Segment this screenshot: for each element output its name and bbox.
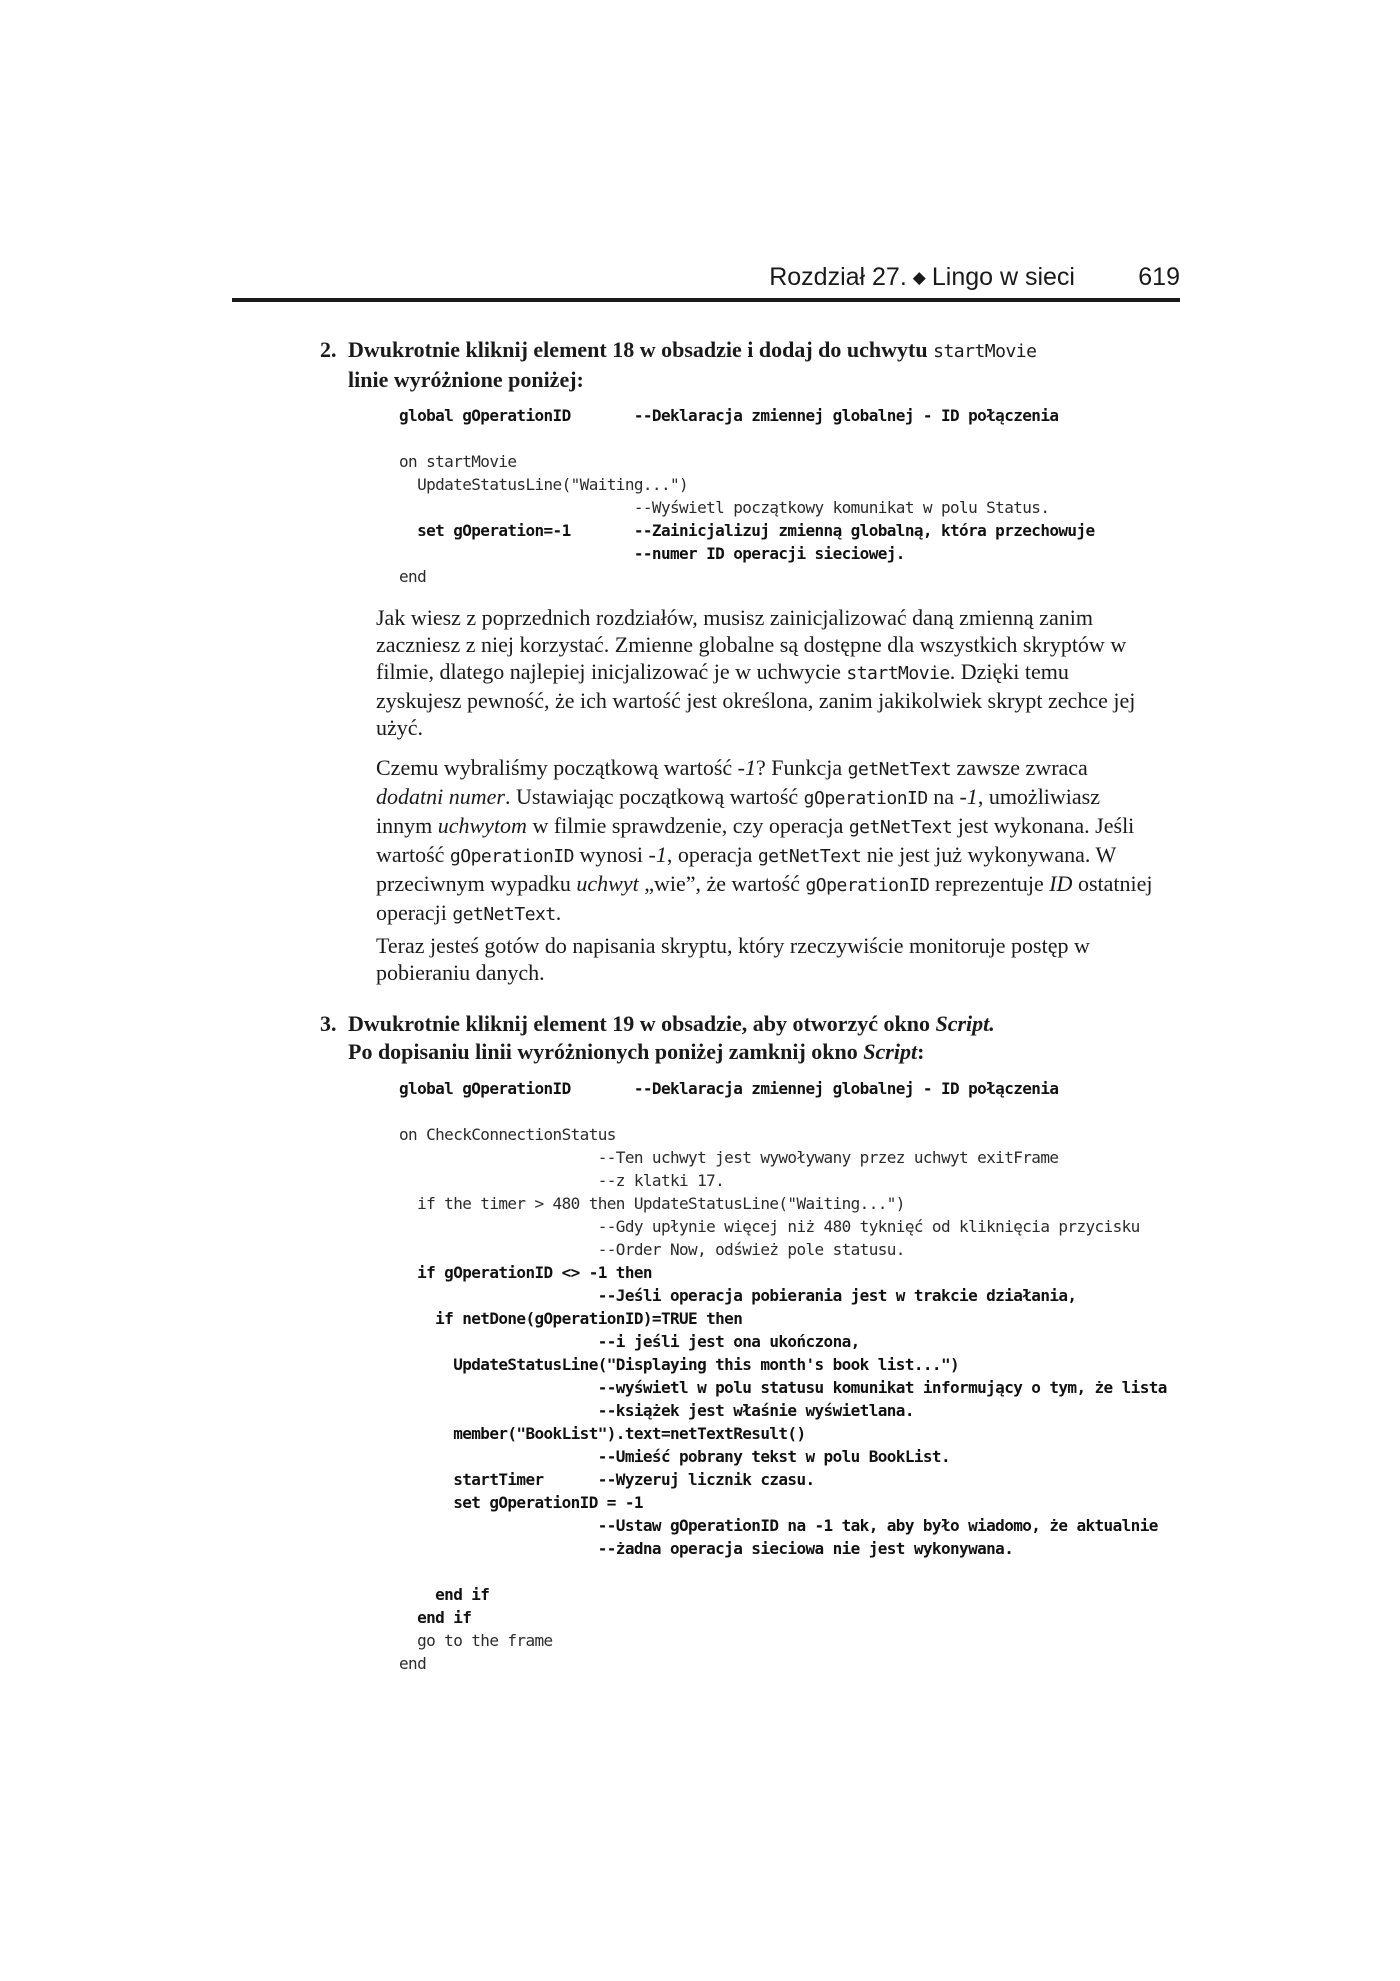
step-number: 3. [320,1011,337,1036]
inline-code: getNetText [452,904,556,925]
step-2-text: Dwukrotnie kliknij element 18 w obsadzie i dodaj do uchwytu [348,337,934,362]
italic-text: uchwyt [576,871,639,896]
step-3-heading [320,1010,1148,1066]
running-header [232,262,1180,302]
step-3-text: : [917,1039,925,1064]
code-listing-2 [399,1077,1167,1675]
inline-code: getNetText [847,759,952,780]
inline-code: getNetText [757,846,862,867]
inline-code: gOperationID [805,875,930,896]
code-line: member("BookList").text=netTextResult() [399,1424,806,1443]
paragraph-2 [376,754,1156,928]
paragraph-text: wynosi [573,842,649,867]
italic-text: -1 [648,842,667,867]
code-line: end if [399,1608,472,1627]
running-title [769,262,1075,293]
step-2-heading [320,336,1148,394]
paragraph-text: ? Funkcja [756,755,848,780]
paragraph-text: reprezentuje [929,871,1050,896]
code-line [399,1560,1167,1583]
section-label: Lingo w sieci [931,263,1075,291]
code-line: --i jeśli jest ona ukończona, [399,1332,860,1351]
code-line: --Ustaw gOperationID na -1 tak, aby było wiadomo, że aktualnie [399,1516,1158,1535]
inline-code: getNetText [848,817,953,838]
code-line: --Order Now, odśwież pole statusu. [399,1240,905,1259]
paragraph-3: Teraz jesteś gotów do napisania skryptu, który rzeczywiście monitoruje postęp w pobieraniu danych. [376,933,1090,985]
step-3-text: Dwukrotnie kliknij element 19 w obsadzie, aby otworzyć okno [348,1011,936,1036]
paragraph-text: nie jest już wykonywana. W przeciwnym wypadku [376,842,1116,896]
code-line: --z klatki 17. [399,1171,725,1190]
inline-code: gOperationID [449,846,574,867]
inline-code: startMovie [933,341,1037,362]
code-line: end [399,1654,427,1673]
step-3-line-1 [348,1010,1148,1038]
code-line: --Jeśli operacja pobierania jest w trakcie działania, [399,1286,1077,1305]
step-3-line-2 [348,1038,1148,1066]
paragraph-text: . Ustawiając początkową wartość [504,784,804,809]
code-line: if the timer > 480 then UpdateStatusLine("Waiting...") [399,1194,905,1213]
code-line: --książek jest właśnie wyświetlana. [399,1401,914,1420]
code-line: UpdateStatusLine("Waiting...") [399,475,689,494]
italic-text: ID [1049,871,1073,896]
paragraph-text: w filmie sprawdzenie, czy operacja [526,813,849,838]
code-line: --Gdy upłynie więcej niż 480 tyknięć od kliknięcia przycisku [399,1217,1140,1236]
paragraph-text: . Dzięki temu zyskujesz pewność, że ich wartość jest określona, zanim jakikolwiek skrypt zechce jej użyć. [376,659,1136,740]
code-line: --Ten uchwyt jest wywoływany przez uchwyt exitFrame [399,1148,1059,1167]
chapter-label: Rozdział 27. [769,263,907,291]
code-line: set gOperationID = -1 [399,1493,643,1512]
code-line: --żadna operacja sieciowa nie jest wykonywana. [399,1539,1014,1558]
code-line: on startMovie [399,452,517,471]
step-3-text: Po dopisaniu linii wyróżnionych poniżej zamknij okno [348,1039,864,1064]
code-line: --Umieść pobrany tekst w polu BookList. [399,1447,951,1466]
paragraph-1 [376,604,1156,741]
code-line: --numer ID operacji sieciowej. [399,544,905,563]
code-line: end if [399,1585,490,1604]
code-line: if gOperationID <> -1 then [399,1263,652,1282]
code-line [399,1100,1167,1123]
code-line [399,427,1095,450]
code-listing-1 [399,404,1095,588]
code-line: UpdateStatusLine("Displaying this month's book list...") [399,1355,960,1374]
code-line: go to the frame [399,1631,553,1650]
inline-code: startMovie [846,663,950,684]
step-2-line-2: linie wyróżnione poniżej: [348,367,584,392]
code-line: on CheckConnectionStatus [399,1125,616,1144]
step-2-line-1 [348,336,1148,366]
page-number: 619 [1138,263,1180,291]
italic-text: Script. [935,1011,995,1036]
code-line: --wyświetl w polu statusu komunikat informujący o tym, że lista [399,1378,1167,1397]
code-line: global gOperationID --Deklaracja zmiennej globalnej - ID połączenia [399,406,1059,425]
diamond-icon: ◆ [912,268,926,287]
code-line: set gOperation=-1 --Zainicjalizuj zmienną globalną, która przechowuje [399,521,1095,540]
step-number: 2. [320,337,337,362]
code-line: end [399,567,427,586]
paragraph-text: zawsze zwraca [951,755,1088,780]
inline-code: gOperationID [803,788,928,809]
paragraph-text: Czemu wybraliśmy początkową wartość [376,755,738,780]
paragraph-text: Jak wiesz z poprzednich rozdziałów, musisz zainicjalizować daną zmienną zanim zaczniesz z niej korzystać. Zmienne globalne są dostępne dla wszystkich skryptów w filmie, dlatego najlepiej inicjalizować je w uchwycie [376,605,1127,684]
italic-text: -1 [737,755,756,780]
italic-text: Script [863,1039,918,1064]
italic-text: uchwytom [437,813,527,838]
italic-text: dodatni numer [376,784,505,809]
code-line: if netDone(gOperationID)=TRUE then [399,1309,743,1328]
paragraph-text: na [927,784,960,809]
paragraph-text: . [555,900,562,925]
code-line: global gOperationID --Deklaracja zmiennej globalnej - ID połączenia [399,1079,1059,1098]
paragraph-text: ostatniej operacji [376,871,1153,925]
paragraph-text: „wie”, że wartość [638,871,806,896]
paragraph-text: , umożliwiasz innym [376,784,1101,838]
code-line: startTimer --Wyzeruj licznik czasu. [399,1470,815,1489]
paragraph-text: jest wykonana. Jeśli wartość [376,813,1135,867]
code-line: --Wyświetl początkowy komunikat w polu Status. [399,498,1050,517]
italic-text: -1 [959,784,978,809]
paragraph-text: , operacja [666,842,758,867]
